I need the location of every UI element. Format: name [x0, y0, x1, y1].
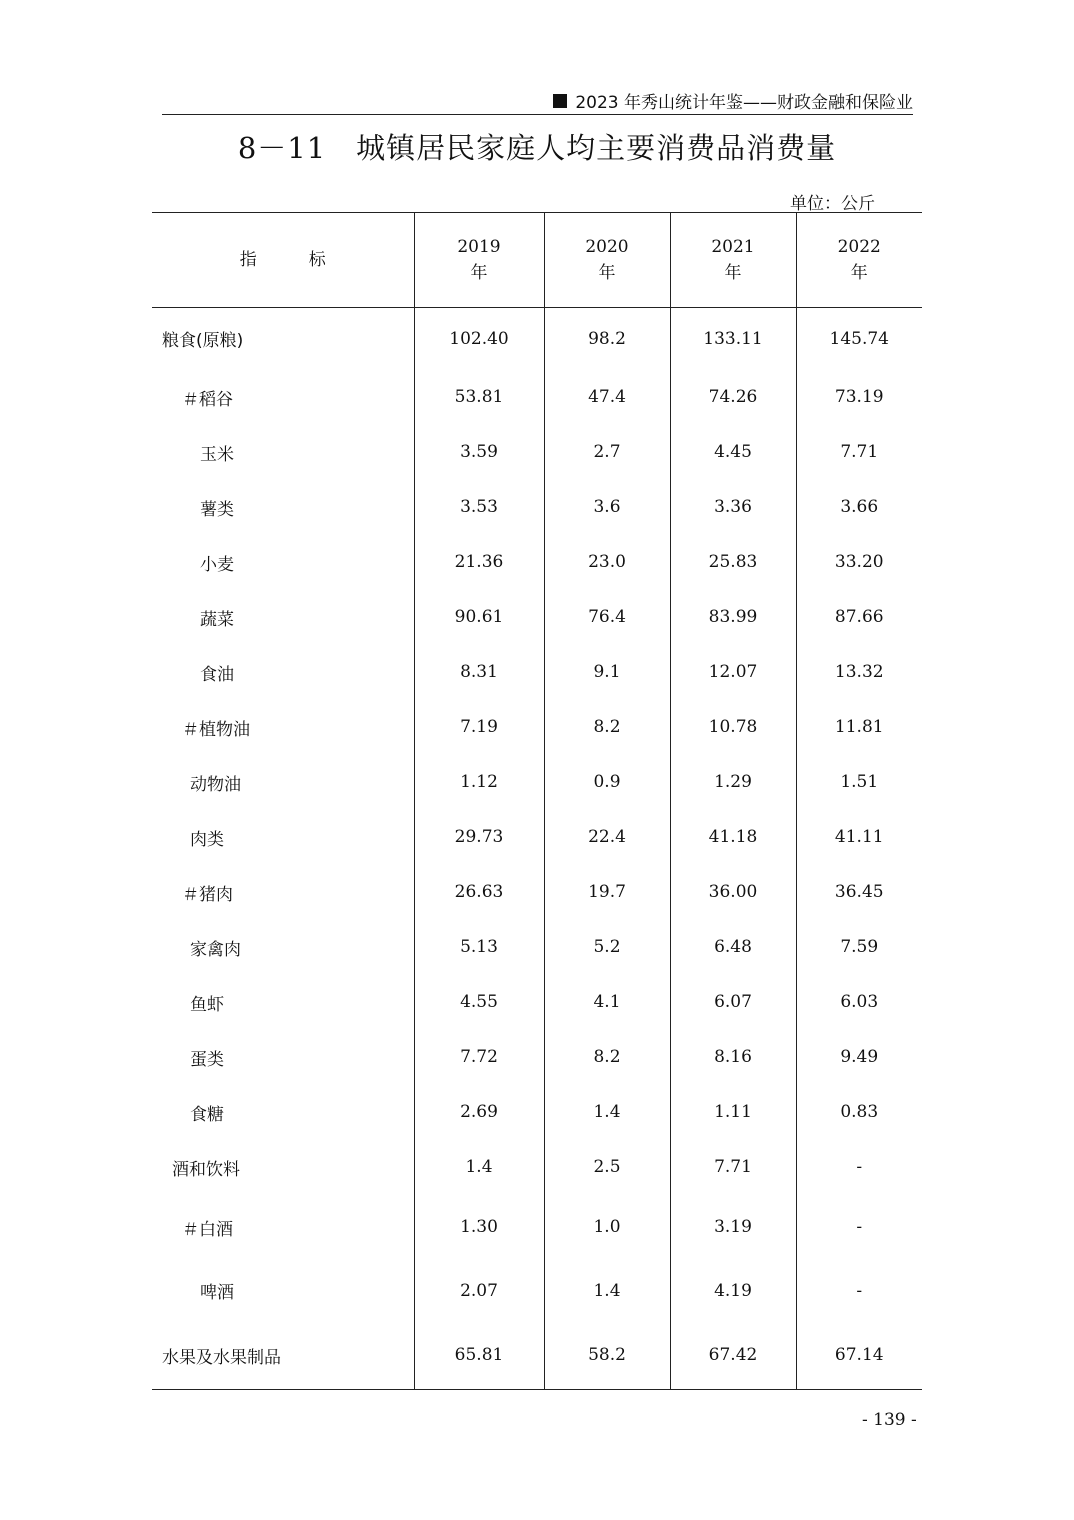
- title-number: 8－11: [237, 131, 327, 165]
- table-body: [152, 308, 922, 1390]
- value-cell: 74.26: [670, 370, 796, 425]
- table-row: [152, 1322, 922, 1390]
- value-cell: 4.1: [544, 975, 670, 1030]
- value-cell: 13.32: [796, 645, 922, 700]
- value-cell: 76.4: [544, 590, 670, 645]
- row-label: ＃稻谷: [182, 389, 233, 410]
- year-number: 2021: [711, 237, 755, 257]
- value-cell: 145.74: [796, 308, 922, 370]
- value-cell: 4.19: [670, 1260, 796, 1322]
- value-cell: -: [796, 1195, 922, 1260]
- value-cell: 3.53: [414, 480, 544, 535]
- running-header-text: 2023 年秀山统计年鉴——财政金融和保险业: [575, 93, 913, 113]
- row-label: 家禽肉: [190, 939, 241, 960]
- table-header-row: [152, 213, 922, 308]
- row-label: 玉米: [200, 444, 234, 465]
- value-cell: 2.7: [544, 425, 670, 480]
- value-cell: 1.12: [414, 755, 544, 810]
- value-cell: 1.29: [670, 755, 796, 810]
- header-year-2021: [670, 213, 796, 308]
- value-cell: 3.66: [796, 480, 922, 535]
- table-row: [152, 1030, 922, 1085]
- value-cell: 3.19: [670, 1195, 796, 1260]
- row-label: ＃白酒: [182, 1219, 233, 1240]
- row-label: ＃猪肉: [182, 884, 233, 905]
- table-row: [152, 535, 922, 590]
- table-row: [152, 370, 922, 425]
- value-cell: 2.07: [414, 1260, 544, 1322]
- value-cell: 8.31: [414, 645, 544, 700]
- value-cell: 9.49: [796, 1030, 922, 1085]
- table-row: [152, 920, 922, 975]
- value-cell: 8.16: [670, 1030, 796, 1085]
- consumption-table: [152, 212, 922, 1390]
- row-label: 鱼虾: [190, 994, 224, 1015]
- header-indicator: [152, 213, 414, 308]
- value-cell: 1.4: [544, 1260, 670, 1322]
- table-row: [152, 308, 922, 370]
- table-row: [152, 755, 922, 810]
- row-label: 蛋类: [190, 1049, 224, 1070]
- row-label: 薯类: [200, 499, 234, 520]
- value-cell: 7.71: [670, 1140, 796, 1195]
- row-label: 水果及水果制品: [152, 1322, 414, 1390]
- value-cell: 4.55: [414, 975, 544, 1030]
- year-number: 2019: [457, 237, 501, 257]
- table-row: [152, 480, 922, 535]
- value-cell: 41.18: [670, 810, 796, 865]
- value-cell: 33.20: [796, 535, 922, 590]
- value-cell: 29.73: [414, 810, 544, 865]
- value-cell: 6.03: [796, 975, 922, 1030]
- value-cell: 133.11: [670, 308, 796, 370]
- table-row: [152, 700, 922, 755]
- row-label: 酒和饮料: [172, 1159, 240, 1180]
- table-row: [152, 865, 922, 920]
- table-row: [152, 1140, 922, 1195]
- row-label: ＃植物油: [182, 719, 250, 740]
- value-cell: 1.4: [544, 1085, 670, 1140]
- year-suffix: 年: [850, 263, 868, 283]
- row-label: 啤酒: [200, 1283, 234, 1303]
- value-cell: 0.83: [796, 1085, 922, 1140]
- row-label: 蔬菜: [200, 609, 234, 630]
- row-label: 肉类: [190, 829, 224, 850]
- value-cell: 67.14: [796, 1322, 922, 1390]
- value-cell: 8.2: [544, 1030, 670, 1085]
- table-row: [152, 645, 922, 700]
- value-cell: 22.4: [544, 810, 670, 865]
- table-row: [152, 1195, 922, 1260]
- row-label: 小麦: [200, 554, 234, 575]
- value-cell: 5.13: [414, 920, 544, 975]
- value-cell: 0.9: [544, 755, 670, 810]
- value-cell: 90.61: [414, 590, 544, 645]
- header-indicator-part1: 指: [239, 250, 257, 270]
- title-text: 城镇居民家庭人均主要消费品消费量: [356, 131, 837, 165]
- row-label: 食油: [200, 664, 234, 685]
- value-cell: 8.2: [544, 700, 670, 755]
- year-suffix: 年: [724, 263, 742, 283]
- value-cell: -: [796, 1140, 922, 1195]
- value-cell: 83.99: [670, 590, 796, 645]
- value-cell: 3.59: [414, 425, 544, 480]
- value-cell: 2.5: [544, 1140, 670, 1195]
- value-cell: 6.48: [670, 920, 796, 975]
- value-cell: 1.0: [544, 1195, 670, 1260]
- table-row: [152, 1260, 922, 1322]
- value-cell: 12.07: [670, 645, 796, 700]
- value-cell: 65.81: [414, 1322, 544, 1390]
- page-title: [0, 126, 1074, 167]
- black-square-icon: [553, 94, 567, 108]
- value-cell: 67.42: [670, 1322, 796, 1390]
- value-cell: 1.51: [796, 755, 922, 810]
- value-cell: 4.45: [670, 425, 796, 480]
- value-cell: 5.2: [544, 920, 670, 975]
- header-year-2020: [544, 213, 670, 308]
- table-row: [152, 425, 922, 480]
- row-label: 动物油: [190, 774, 241, 795]
- value-cell: 7.19: [414, 700, 544, 755]
- value-cell: 9.1: [544, 645, 670, 700]
- value-cell: 26.63: [414, 865, 544, 920]
- table-row: [152, 590, 922, 645]
- value-cell: 3.6: [544, 480, 670, 535]
- value-cell: 19.7: [544, 865, 670, 920]
- value-cell: 11.81: [796, 700, 922, 755]
- value-cell: 47.4: [544, 370, 670, 425]
- table-row: [152, 1085, 922, 1140]
- year-suffix: 年: [470, 263, 488, 283]
- value-cell: 73.19: [796, 370, 922, 425]
- year-suffix: 年: [598, 263, 616, 283]
- value-cell: 1.4: [414, 1140, 544, 1195]
- value-cell: 1.30: [414, 1195, 544, 1260]
- value-cell: 7.71: [796, 425, 922, 480]
- row-label: 粮食(原粮): [162, 331, 244, 352]
- value-cell: 87.66: [796, 590, 922, 645]
- value-cell: 41.11: [796, 810, 922, 865]
- page-number: - 139 -: [862, 1410, 917, 1430]
- value-cell: 36.45: [796, 865, 922, 920]
- header-year-2019: [414, 213, 544, 308]
- value-cell: 53.81: [414, 370, 544, 425]
- value-cell: -: [796, 1260, 922, 1322]
- year-number: 2020: [585, 237, 629, 257]
- value-cell: 23.0: [544, 535, 670, 590]
- table-row: [152, 975, 922, 1030]
- unit-label: 单位：公斤: [790, 194, 875, 214]
- row-label: 食糖: [190, 1104, 224, 1125]
- table-row: [152, 810, 922, 865]
- value-cell: 1.11: [670, 1085, 796, 1140]
- header-indicator-part2: 标: [308, 250, 326, 270]
- value-cell: 10.78: [670, 700, 796, 755]
- value-cell: 6.07: [670, 975, 796, 1030]
- value-cell: 2.69: [414, 1085, 544, 1140]
- header-year-2022: [796, 213, 922, 308]
- value-cell: 3.36: [670, 480, 796, 535]
- value-cell: 98.2: [544, 308, 670, 370]
- value-cell: 25.83: [670, 535, 796, 590]
- value-cell: 102.40: [414, 308, 544, 370]
- value-cell: 36.00: [670, 865, 796, 920]
- value-cell: 21.36: [414, 535, 544, 590]
- value-cell: 7.59: [796, 920, 922, 975]
- value-cell: 7.72: [414, 1030, 544, 1085]
- value-cell: 58.2: [544, 1322, 670, 1390]
- running-header: [162, 86, 913, 115]
- year-number: 2022: [837, 237, 881, 257]
